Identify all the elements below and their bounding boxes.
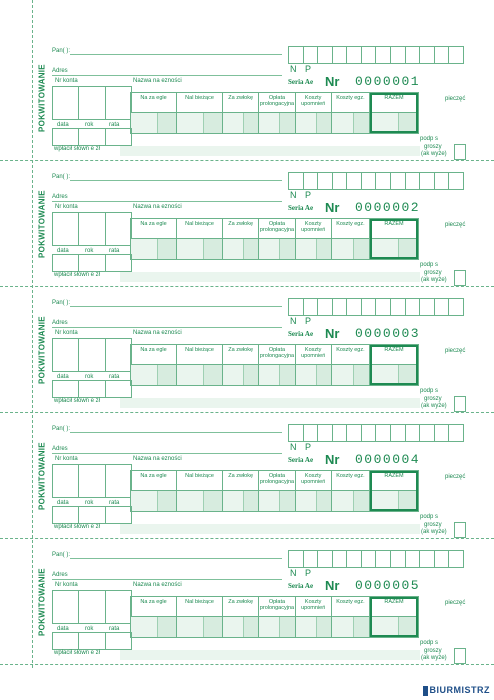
- grosze-cell[interactable]: [203, 491, 222, 511]
- amount-cell[interactable]: [296, 616, 331, 637]
- stamp-label: pieczęć: [445, 222, 466, 228]
- installment-label: rata: [109, 374, 120, 380]
- year-label: rok: [85, 626, 94, 632]
- number-label: Nr: [325, 578, 340, 593]
- installment-label: rata: [109, 626, 120, 632]
- grosze-cell[interactable]: [243, 365, 258, 385]
- amount-cell[interactable]: [259, 616, 294, 637]
- amount-column: [259, 345, 295, 385]
- grosze-box[interactable]: [454, 648, 466, 664]
- amount-column-header: Na za egle: [140, 599, 167, 605]
- grosze-box[interactable]: [454, 396, 466, 412]
- amount-column-header: Za zwłokę: [228, 221, 254, 227]
- amount-column-header: Koszty upomnień: [301, 347, 326, 359]
- grosze-cell[interactable]: [316, 239, 331, 259]
- amount-column-header: Za zwłokę: [228, 473, 254, 479]
- paid-words-field[interactable]: [120, 524, 420, 534]
- account-label: Nr konta: [55, 330, 78, 336]
- grosze-box[interactable]: [454, 522, 466, 538]
- paid-words-label: wpłacił słown e zł: [54, 524, 101, 530]
- amount-column-header: Za zwłokę: [228, 599, 254, 605]
- date-label: data: [57, 122, 69, 128]
- amount-column-header: RAZEM: [384, 473, 404, 479]
- amount-column: [332, 219, 370, 259]
- grosze-cell[interactable]: [353, 113, 369, 133]
- date-boxes[interactable]: [52, 380, 132, 398]
- receipt-number: 0000003: [355, 326, 421, 341]
- amount-column: [296, 219, 332, 259]
- total-box: [370, 597, 418, 637]
- year-label: rok: [85, 122, 94, 128]
- series-label: Seria Ae: [288, 330, 314, 338]
- stamp-label: pieczęć: [445, 348, 466, 354]
- amount-column: [131, 597, 177, 637]
- grosze-cell[interactable]: [353, 239, 369, 259]
- np-label: N P: [290, 190, 315, 200]
- grosze-cell[interactable]: [353, 491, 369, 511]
- grosze-label: groszy: [424, 648, 442, 654]
- amount-column-header: Nal bieżące: [185, 95, 214, 101]
- account-boxes[interactable]: [52, 86, 132, 120]
- amount-column-header: RAZEM: [384, 599, 404, 605]
- amount-column-header: Koszty egz.: [336, 95, 365, 101]
- account-boxes[interactable]: [52, 338, 132, 372]
- grosze-label: groszy: [424, 396, 442, 402]
- grosze-label: groszy: [424, 144, 442, 150]
- recipient-label: Nazwa na ezności: [133, 330, 182, 336]
- year-label: rok: [85, 374, 94, 380]
- address-field[interactable]: [52, 453, 282, 454]
- amount-cell[interactable]: [177, 490, 222, 511]
- grosze-cell[interactable]: [203, 113, 222, 133]
- grosze-cell[interactable]: [316, 491, 331, 511]
- amount-column: [259, 219, 295, 259]
- tear-line: [0, 664, 494, 665]
- amount-column: [177, 93, 223, 133]
- amount-cell[interactable]: [259, 238, 294, 259]
- amount-column-header: Za zwłokę: [228, 95, 254, 101]
- amount-cell[interactable]: [131, 490, 176, 511]
- series-label: Seria Ae: [288, 78, 314, 86]
- amount-column: [131, 219, 177, 259]
- side-label: POKWITOWANIE: [37, 190, 47, 258]
- amount-column-header: Na za egle: [140, 473, 167, 479]
- grosze-cell[interactable]: [157, 617, 176, 637]
- amount-cell[interactable]: [177, 112, 222, 133]
- series-label: Seria Ae: [288, 456, 314, 464]
- address-label: Adres: [52, 68, 68, 74]
- signature-label: podp s: [420, 514, 439, 520]
- amount-column: [177, 219, 223, 259]
- grosze-cell[interactable]: [243, 617, 258, 637]
- grosze-cell[interactable]: [203, 239, 222, 259]
- payer-field[interactable]: [70, 558, 282, 559]
- amount-cell[interactable]: [223, 616, 258, 637]
- amount-cell[interactable]: [131, 112, 176, 133]
- grosze-cell[interactable]: [353, 365, 369, 385]
- amount-column: [370, 471, 418, 511]
- amount-column: [370, 93, 418, 133]
- amount-column: [370, 219, 418, 259]
- amount-column-header: Opłata prolongacyjna: [259, 95, 295, 107]
- paid-words-field[interactable]: [120, 146, 420, 156]
- amount-cell[interactable]: [177, 238, 222, 259]
- amount-column: [259, 93, 295, 133]
- amount-cell[interactable]: [177, 364, 222, 385]
- receipt: [0, 34, 494, 160]
- amount-column-header: Opłata prolongacyjna: [259, 221, 295, 233]
- account-boxes[interactable]: [52, 464, 132, 498]
- grosze-cell[interactable]: [157, 239, 176, 259]
- series-label: Seria Ae: [288, 582, 314, 590]
- address-label: Adres: [52, 572, 68, 578]
- paid-words-field[interactable]: [120, 398, 420, 408]
- amount-grid: [130, 218, 419, 260]
- year-label: rok: [85, 500, 94, 506]
- receipt: [0, 160, 494, 286]
- date-boxes[interactable]: [52, 128, 132, 146]
- amount-column-header: RAZEM: [384, 95, 404, 101]
- np-label: N P: [290, 64, 315, 74]
- signature-label: podp s: [420, 388, 439, 394]
- receipt: [0, 538, 494, 664]
- grosze-cell[interactable]: [157, 113, 176, 133]
- side-label: POKWITOWANIE: [37, 316, 47, 384]
- grosze-cell[interactable]: [279, 365, 294, 385]
- amount-column-header: Koszty upomnień: [301, 473, 326, 485]
- receipt-number: 0000005: [355, 578, 421, 593]
- address-field[interactable]: [52, 579, 282, 580]
- date-boxes[interactable]: [52, 506, 132, 524]
- amount-cell[interactable]: [296, 490, 331, 511]
- installment-label: rata: [109, 500, 120, 506]
- amount-column: [223, 345, 259, 385]
- paid-words-label: wpłacił słown e zł: [54, 398, 101, 404]
- account-label: Nr konta: [55, 78, 78, 84]
- amount-column-header: Koszty egz.: [336, 599, 365, 605]
- paid-words-field[interactable]: [120, 272, 420, 282]
- amount-column: [131, 93, 177, 133]
- side-label: POKWITOWANIE: [37, 568, 47, 636]
- amount-cell[interactable]: [332, 238, 369, 259]
- date-label: data: [57, 500, 69, 506]
- amount-cell[interactable]: [296, 364, 331, 385]
- amount-cell[interactable]: [131, 364, 176, 385]
- recipient-label: Nazwa na ezności: [133, 204, 182, 210]
- amount-cell[interactable]: [332, 112, 369, 133]
- amount-cell[interactable]: [332, 364, 369, 385]
- stamp-label: pieczęć: [445, 474, 466, 480]
- grosze-cell[interactable]: [157, 365, 176, 385]
- grosze-box[interactable]: [454, 144, 466, 160]
- grosze-cell[interactable]: [279, 491, 294, 511]
- paid-words-field[interactable]: [120, 650, 420, 660]
- amount-column-header: Za zwłokę: [228, 347, 254, 353]
- number-label: Nr: [325, 200, 340, 215]
- amount-cell[interactable]: [332, 616, 369, 637]
- total-box: [370, 345, 418, 385]
- address-field[interactable]: [52, 327, 282, 328]
- amount-column: [223, 93, 259, 133]
- grosze-cell[interactable]: [203, 617, 222, 637]
- amount-column: [296, 345, 332, 385]
- payer-boxes[interactable]: [288, 550, 464, 568]
- amount-cell[interactable]: [296, 112, 331, 133]
- paid-words-label: wpłacił słown e zł: [54, 650, 101, 656]
- stamp-label: pieczęć: [445, 600, 466, 606]
- amount-cell[interactable]: [296, 238, 331, 259]
- number-label: Nr: [325, 452, 340, 467]
- grosze-cell[interactable]: [316, 113, 331, 133]
- amount-column: [131, 345, 177, 385]
- installment-label: rata: [109, 122, 120, 128]
- recipient-label: Nazwa na ezności: [133, 78, 182, 84]
- total-box: [370, 219, 418, 259]
- amount-column: [223, 597, 259, 637]
- payer-label: Pan( ):: [52, 48, 71, 54]
- date-boxes[interactable]: [52, 254, 132, 272]
- amount-column-header: Koszty upomnień: [301, 599, 326, 611]
- payer-boxes[interactable]: [288, 46, 464, 64]
- amount-column-header: Opłata prolongacyjna: [259, 473, 295, 485]
- amount-column: [131, 471, 177, 511]
- grosze-label: groszy: [424, 270, 442, 276]
- date-label: data: [57, 374, 69, 380]
- amount-column: [370, 597, 418, 637]
- amount-column: [296, 93, 332, 133]
- amount-column-header: Opłata prolongacyjna: [259, 599, 295, 611]
- payer-boxes[interactable]: [288, 172, 464, 190]
- amount-cell[interactable]: [131, 238, 176, 259]
- year-label: rok: [85, 248, 94, 254]
- signature-label: podp s: [420, 640, 439, 646]
- amount-column-header: Koszty egz.: [336, 221, 365, 227]
- amount-column: [223, 471, 259, 511]
- total-box: [370, 93, 418, 133]
- amount-column-header: Koszty upomnień: [301, 221, 326, 233]
- address-field[interactable]: [52, 75, 282, 76]
- grosze-cell[interactable]: [279, 617, 294, 637]
- number-label: Nr: [325, 326, 340, 341]
- amount-column-header: Na za egle: [140, 347, 167, 353]
- amount-column: [177, 345, 223, 385]
- amount-grid: [130, 344, 419, 386]
- as-above-label: (ak wyże): [421, 655, 447, 661]
- payer-boxes[interactable]: [288, 298, 464, 316]
- amount-column: [177, 471, 223, 511]
- amount-column: [296, 597, 332, 637]
- amount-cell[interactable]: [259, 364, 294, 385]
- amount-column-header: Na za egle: [140, 221, 167, 227]
- grosze-cell[interactable]: [279, 239, 294, 259]
- total-box: [370, 471, 418, 511]
- amount-column: [223, 219, 259, 259]
- amount-grid: [130, 596, 419, 638]
- amount-cell[interactable]: [177, 616, 222, 637]
- amount-column-header: Koszty egz.: [336, 473, 365, 479]
- np-label: N P: [290, 442, 315, 452]
- amount-column: [296, 471, 332, 511]
- brand-logo: BIURMISTRZ: [423, 685, 491, 696]
- payer-field[interactable]: [70, 54, 282, 55]
- series-label: Seria Ae: [288, 204, 314, 212]
- date-label: data: [57, 626, 69, 632]
- account-boxes[interactable]: [52, 212, 132, 246]
- grosze-label: groszy: [424, 522, 442, 528]
- amount-column: [259, 597, 295, 637]
- amount-cell[interactable]: [259, 490, 294, 511]
- amount-cell[interactable]: [332, 490, 369, 511]
- as-above-label: (ak wyże): [421, 151, 447, 157]
- installment-label: rata: [109, 248, 120, 254]
- amount-column-header: Nal bieżące: [185, 221, 214, 227]
- amount-column-header: Na za egle: [140, 95, 167, 101]
- payer-field[interactable]: [70, 306, 282, 307]
- np-label: N P: [290, 568, 315, 578]
- amount-column: [332, 93, 370, 133]
- date-boxes[interactable]: [52, 632, 132, 650]
- receipt-number: 0000004: [355, 452, 421, 467]
- amount-column-header: Opłata prolongacyjna: [259, 347, 295, 359]
- address-field[interactable]: [52, 201, 282, 202]
- amount-grid: [130, 470, 419, 512]
- grosze-cell[interactable]: [243, 491, 258, 511]
- amount-column-header: Nal bieżące: [185, 347, 214, 353]
- recipient-label: Nazwa na ezności: [133, 582, 182, 588]
- payer-label: Pan( ):: [52, 174, 71, 180]
- account-boxes[interactable]: [52, 590, 132, 624]
- amount-cell[interactable]: [223, 112, 258, 133]
- payer-boxes[interactable]: [288, 424, 464, 442]
- amount-column-header: Koszty egz.: [336, 347, 365, 353]
- account-label: Nr konta: [55, 456, 78, 462]
- grosze-cell[interactable]: [316, 365, 331, 385]
- as-above-label: (ak wyże): [421, 277, 447, 283]
- amount-cell[interactable]: [131, 616, 176, 637]
- amount-column: [370, 345, 418, 385]
- grosze-cell[interactable]: [157, 491, 176, 511]
- receipt: [0, 286, 494, 412]
- grosze-cell[interactable]: [203, 365, 222, 385]
- amount-column-header: Nal bieżące: [185, 473, 214, 479]
- address-label: Adres: [52, 446, 68, 452]
- grosze-cell[interactable]: [316, 617, 331, 637]
- receipt-number: 0000001: [355, 74, 421, 89]
- amount-cell[interactable]: [223, 490, 258, 511]
- grosze-cell[interactable]: [279, 113, 294, 133]
- as-above-label: (ak wyże): [421, 529, 447, 535]
- date-label: data: [57, 248, 69, 254]
- amount-cell[interactable]: [223, 364, 258, 385]
- address-label: Adres: [52, 320, 68, 326]
- account-label: Nr konta: [55, 582, 78, 588]
- amount-grid: [130, 92, 419, 134]
- receipt: [0, 412, 494, 538]
- amount-column: [332, 597, 370, 637]
- np-label: N P: [290, 316, 315, 326]
- payer-field[interactable]: [70, 432, 282, 433]
- signature-label: podp s: [420, 262, 439, 268]
- amount-column-header: Koszty upomnień: [301, 95, 326, 107]
- brand-logo-icon: [423, 686, 428, 696]
- payer-field[interactable]: [70, 180, 282, 181]
- amount-column: [332, 345, 370, 385]
- amount-column-header: RAZEM: [384, 221, 404, 227]
- side-label: POKWITOWANIE: [37, 64, 47, 132]
- amount-column: [177, 597, 223, 637]
- grosze-box[interactable]: [454, 270, 466, 286]
- recipient-label: Nazwa na ezności: [133, 456, 182, 462]
- address-label: Adres: [52, 194, 68, 200]
- grosze-cell[interactable]: [243, 239, 258, 259]
- stamp-label: pieczęć: [445, 96, 466, 102]
- account-label: Nr konta: [55, 204, 78, 210]
- payer-label: Pan( ):: [52, 426, 71, 432]
- amount-column-header: Nal bieżące: [185, 599, 214, 605]
- grosze-cell[interactable]: [353, 617, 369, 637]
- grosze-cell[interactable]: [243, 113, 258, 133]
- amount-column: [259, 471, 295, 511]
- paid-words-label: wpłacił słown e zł: [54, 146, 101, 152]
- signature-label: podp s: [420, 136, 439, 142]
- paid-words-label: wpłacił słown e zł: [54, 272, 101, 278]
- receipt-number: 0000002: [355, 200, 421, 215]
- side-label: POKWITOWANIE: [37, 442, 47, 510]
- number-label: Nr: [325, 74, 340, 89]
- as-above-label: (ak wyże): [421, 403, 447, 409]
- payer-label: Pan( ):: [52, 552, 71, 558]
- payer-label: Pan( ):: [52, 300, 71, 306]
- amount-cell[interactable]: [259, 112, 294, 133]
- amount-cell[interactable]: [223, 238, 258, 259]
- amount-column-header: RAZEM: [384, 347, 404, 353]
- amount-column: [332, 471, 370, 511]
